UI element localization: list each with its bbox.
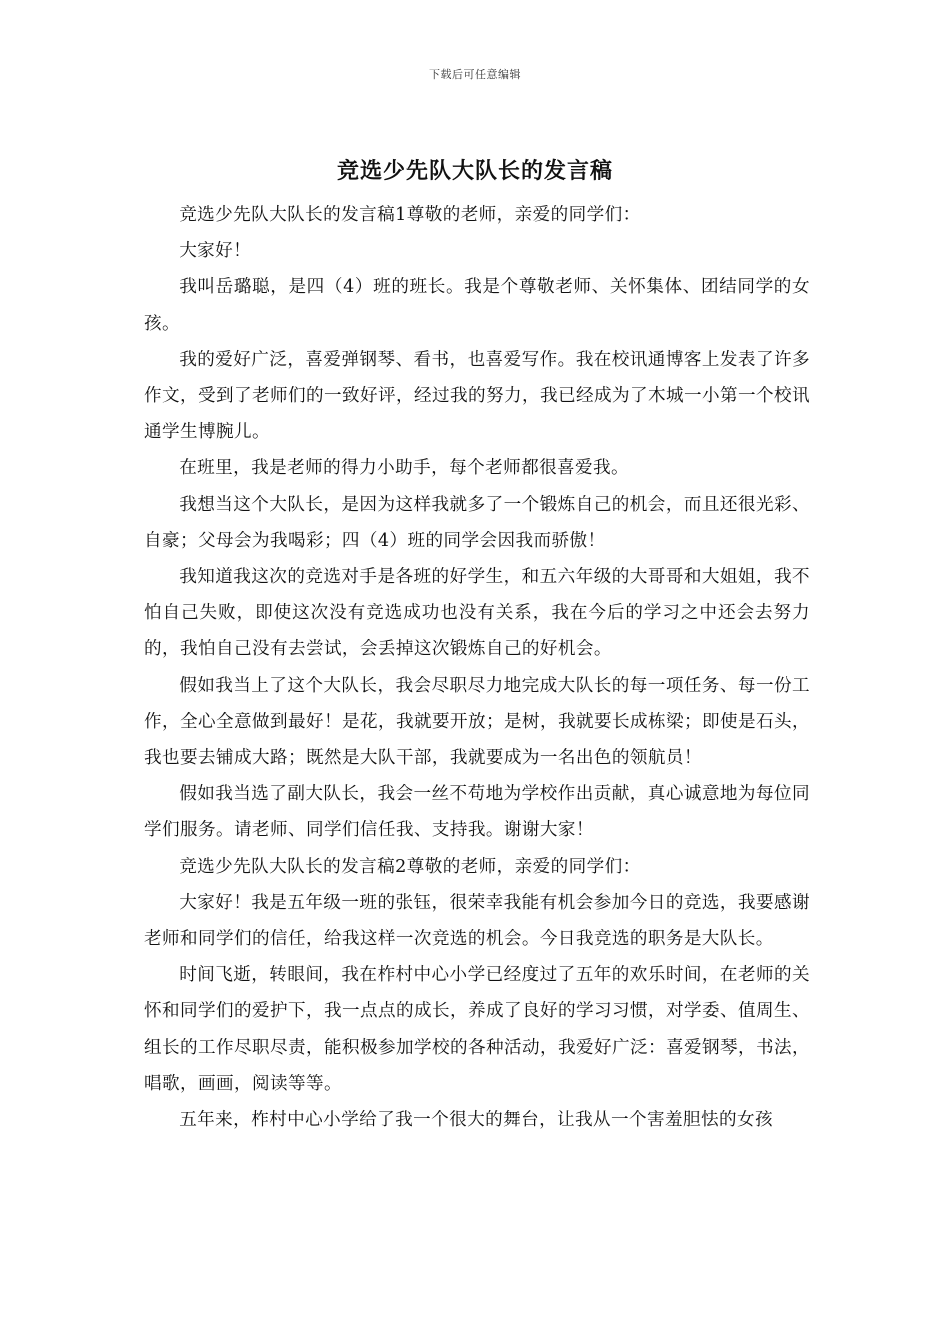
paragraph: 假如我当选了副大队长，我会一丝不苟地为学校作出贡献，真心诚意地为每位同学们服务。请老师、同学们信任我、支持我。谢谢大家！ (144, 784, 810, 841)
paragraph: 我的爱好广泛，喜爱弹钢琴、看书，也喜爱写作。我在校讯通博客上发表了许多作文，受到了老师们的一致好评，经过我的努力，我已经成为了木城一小第一个校讯通学生博腕儿。 (144, 349, 810, 443)
document-body (144, 197, 810, 1138)
paragraph: 竞选少先队大队长的发言稿2尊敬的老师，亲爱的同学们： (179, 856, 641, 877)
paragraph: 时间飞逝，转眼间，我在柞村中心小学已经度过了五年的欢乐时间，在老师的关怀和同学们的爱护下，我一点点的成长，养成了良好的学习习惯，对学委、值周生、组长的工作尽职尽责，能积极参加学校的各种活动，我爱好广泛：喜爱钢琴，书法，唱歌，画画，阅读等等。 (144, 965, 810, 1094)
paragraph: 大家好！我是五年级一班的张钰，很荣幸我能有机会参加今日的竞选，我要感谢老师和同学们的信任，给我这样一次竞选的机会。今日我竞选的职务是大队长。 (144, 892, 810, 950)
paragraph: 我想当这个大队长，是因为这样我就多了一个锻炼自己的机会，而且还很光彩、自豪；父母会为我喝彩；四（4）班的同学会因我而骄傲！ (144, 494, 810, 551)
paragraph: 竞选少先队大队长的发言稿1尊敬的老师，亲爱的同学们： (179, 205, 641, 225)
document-title: 竞选少先队大队长的发言稿 (336, 158, 613, 184)
paragraph: 五年来，柞村中心小学给了我一个很大的舞台，让我从一个害羞胆怯的女孩 (179, 1110, 773, 1131)
paragraph: 在班里，我是老师的得力小助手，每个老师都很喜爱我。 (179, 458, 630, 479)
paragraph: 大家好！ (179, 241, 252, 262)
paragraph: 假如我当上了这个大队长，我会尽职尽力地完成大队长的每一项任务、每一份工作，全心全意做到最好！是花，我就要开放；是树，我就要长成栋梁；即使是石头，我也要去铺成大路；既然是大队干部，我就要成为一名出色的领航员！ (144, 675, 810, 769)
header-note: 下载后可任意编辑 (429, 68, 521, 81)
paragraph: 我叫岳璐聪，是四（4）班的班长。我是个尊敬老师、关怀集体、团结同学的女孩。 (144, 277, 810, 334)
paragraph: 我知道我这次的竞选对手是各班的好学生，和五六年级的大哥哥和大姐姐，我不怕自己失败，即使这次没有竞选成功也没有关系，我在今后的学习之中还会去努力的，我怕自己没有去尝试，会丢掉这次锻炼自己的好机会。 (144, 567, 810, 660)
